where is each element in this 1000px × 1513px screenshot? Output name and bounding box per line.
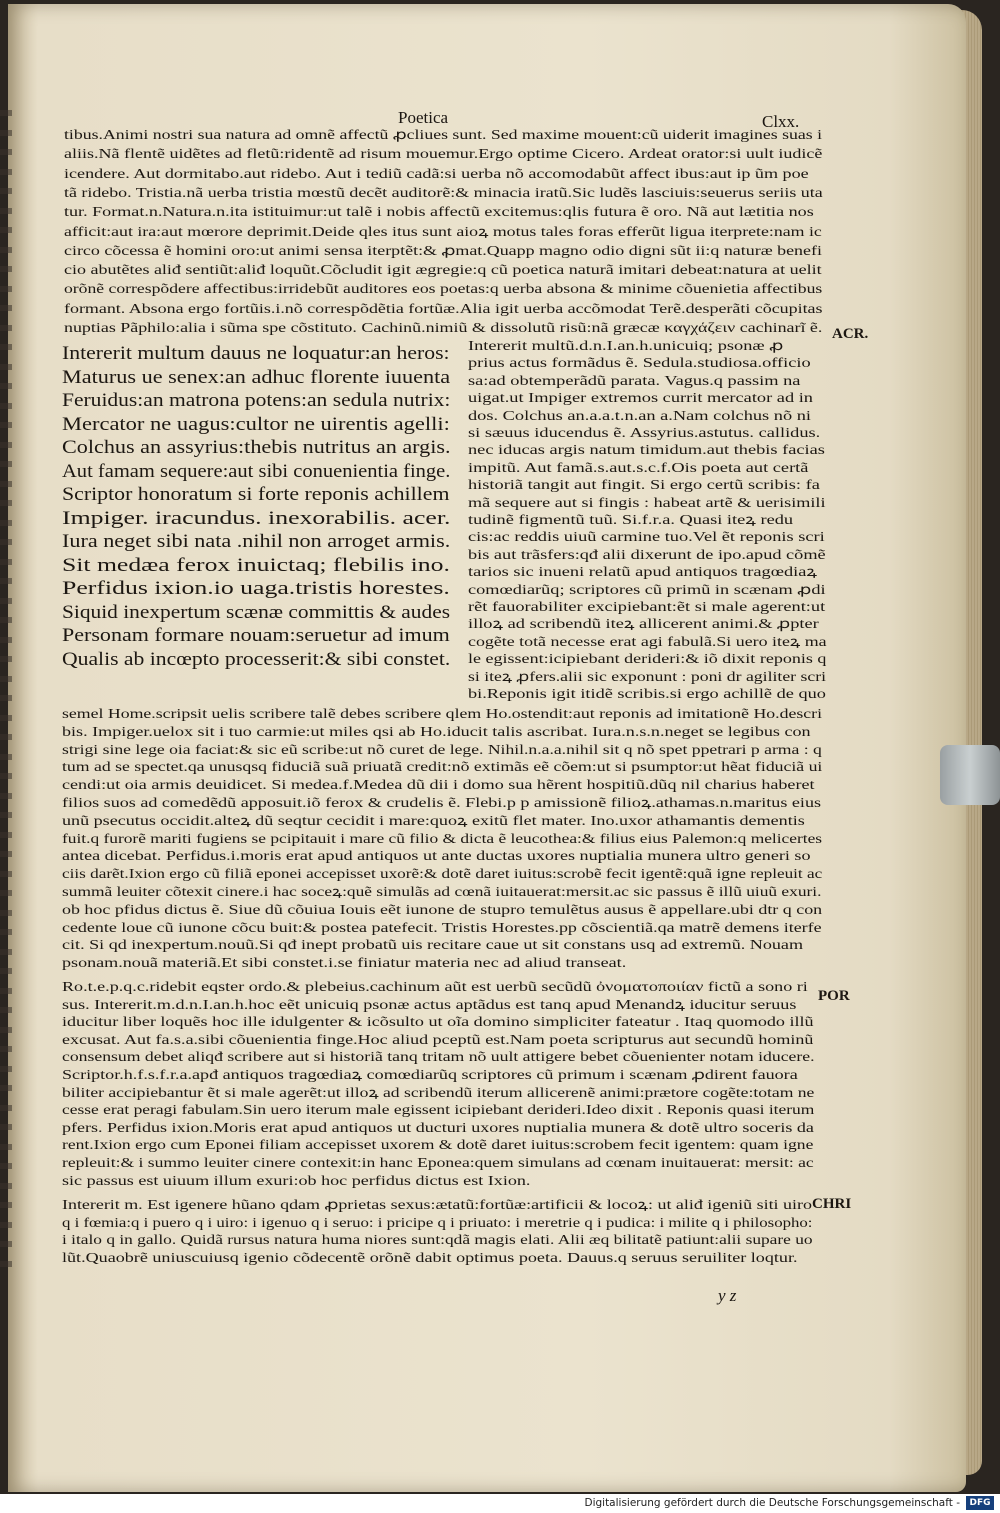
footer-text: Digitalisierung gefördert durch die Deutsche Forschungsgemeinschaft -	[584, 1497, 960, 1509]
margin-note-acr: ACR.	[832, 326, 869, 342]
facing-page-text-fragment	[0, 1183, 12, 1189]
commentary-line: rẽt fauorabiliter excipiebant:ẽt si male agerent:ut	[468, 599, 826, 614]
commentary-line: filios suos ad comedẽdũ apposuit.iõ ferox & crudelis ẽ. Flebi.p p amissionẽ filioꝝ.athamas.n.maritus eius	[62, 795, 822, 810]
facing-page-text-fragment	[0, 773, 12, 779]
digitization-footer	[0, 1494, 1000, 1513]
commentary-line: comœdiarũq; scriptores cũ primũ in scænam ꝓdi	[468, 581, 826, 597]
bookmark-tab	[940, 745, 1000, 805]
commentary-line: excusat. Aut fa.s.a.sibi cõuenientia finge.Hoc aliud pceptũ est.Nam poeta scripturus aut secundũ hominũ	[62, 1031, 814, 1047]
verse-line: Siquid inexpertum scænæ committis & audes	[62, 601, 451, 623]
facing-page-text-fragment	[0, 812, 12, 818]
commentary-line: le egissent:icipiebant derideri:& iõ dixit reponis q	[468, 651, 827, 667]
commentary-line: tudinẽ figmentũ tuũ. Si.f.r.a. Quasi iteꝝ redu	[468, 512, 794, 527]
facing-page-text-fragment	[0, 1085, 12, 1091]
commentary-line: semel Home.scripsit uelis scribere talẽ debes scribere qlem Ho.ostendit:aut reponis ad imitationẽ Ho.descri	[62, 706, 823, 721]
prose-line: tibus.Animi nostri sua natura ad omnẽ affectũ ꝓcliues sunt. Sed maxime mouent:cũ uiderit imagines suas i	[64, 127, 823, 142]
verse-line: Maturus ue senex:an adhuc florente iuuenta	[62, 366, 451, 388]
commentary-line: i italo q in gallo. Quidã rursus natura huma niores sunt:qdã magis elati. Alii æq bilitatẽ patiunt:alii supare uo	[62, 1232, 813, 1248]
verse-line: Iura neget sibi nata .nihil non arroget armis.	[62, 531, 451, 552]
facing-page-text-fragment	[0, 364, 12, 370]
prose-line: aliis.Nã flentẽ uidẽtes ad fletũ:ridentẽ ad risum mouemur.Ergo optime Cicero. Ardeat orator:si uult iudicẽ	[64, 146, 823, 162]
facing-page-text-fragment	[0, 325, 12, 331]
commentary-line: mã sequere aut si fingis : habeat artẽ & uerisimili	[468, 494, 826, 510]
verse-line: Intererit multum dauus ne loquatur:an heros:	[62, 343, 450, 364]
facing-page-text-fragment	[0, 656, 12, 662]
commentary-line: unũ psecutus occidit.alteꝝ dũ seqtur cecidit i mare:quoꝝ exitũ flet mater. Ino.uxor athamantis dementis	[62, 812, 805, 828]
verse-line: Sit medæa ferox inuictaq; flebilis ino.	[62, 554, 450, 576]
prose-line: afficit:aut ira:aut mœrore deprimit.Deide qles itus sunt aioꝝ motus tales foras efferũt ligua iterprete:nam ic	[64, 223, 822, 239]
commentary-line: rent.Ixion ergo cum Eponei filiam accepisset uxorem & dotẽ daret iuitus:scrobem fecit igentem: quam igne	[62, 1137, 814, 1153]
facing-page-text-fragment	[0, 383, 12, 389]
commentary-line: Ro.t.e.p.q.c.ridebit eqster ordo.& plebeius.cachinum aũt est uerbũ secũdũ ὀνοματοποιίαν fictũ a sono ri	[62, 979, 808, 994]
commentary-line: biliter accipiebantur ẽt si male agerẽt:ut illoꝝ ad scribendũ iterum allicerenẽ animi:prætore cogẽte:totam ne	[62, 1084, 815, 1100]
commentary-line: si sæuus iducendus ẽ. Assyrius.astutus. callidus.	[468, 425, 821, 440]
commentary-line: q i fœmia:q i puero q i uiro: i igenuo q i seruo: i pricipe q i priuato: i meretrie q i pudica: i milite q i philosopho:	[62, 1214, 813, 1230]
commentary-line: iducitur liber loquẽs hoc ille idulgenter & icõsulto ut oĩa domino simpliciter fateatur . Itaq quomodo illũ	[62, 1014, 814, 1030]
facing-page-text-fragment	[0, 1066, 12, 1072]
margin-note-chri: CHRI	[812, 1196, 852, 1212]
verse-line: Mercator ne uagus:cultor ne uirentis agelli:	[62, 413, 450, 435]
commentary-line: cendi:ut oia armis deuidicet. Si medea.f.Medea dũ dii i domo sua hẽrent hospitiũ.dũq nil charius haberet	[62, 777, 815, 793]
commentary-line: sic passus est uiuum illum exuri:ob hoc perfidus dictus est Ixion.	[62, 1172, 531, 1188]
commentary-line: nec iducas argis natum timidum.aut thebis facias	[468, 442, 825, 458]
verse-line: Personam formare nouam:seruetur ad imum	[62, 625, 450, 646]
facing-page-text-fragment	[0, 598, 12, 604]
facing-page-text-fragment	[0, 442, 12, 448]
facing-page-text-fragment	[0, 1046, 12, 1052]
prose-line: circo cõcessa ẽ homini oro:ut animi sensa iterptẽt:& ꝓmat.Quapp magno odio digni sũt ii:q naturæ benefi	[64, 242, 822, 258]
facing-page-text-fragment	[0, 754, 12, 760]
facing-page-text-fragment	[0, 1241, 12, 1247]
facing-page-text-fragment	[0, 832, 12, 838]
facing-page-text-fragment	[0, 1105, 12, 1111]
prose-line: nuptias Pãphilo:alia i sũma spe cõstituto. Cachinũ.nimiũ & dissolutũ risũ:nã græcæ καγχάζειν cachinarĩ ẽ.	[64, 320, 823, 335]
facing-page-text-fragment	[0, 890, 12, 896]
verse-line: Impiger. iracundus. inexorabilis. acer.	[62, 507, 451, 529]
facing-page-text-fragment	[0, 851, 12, 857]
commentary-line: pfers. Perfidus ixion.Moris erat apud antiquos ut ducturi uxores nuptialia munera & dotẽ ultro soceris da	[62, 1119, 814, 1135]
commentary-line: cis:ac reddis uiuũ carmine tuo.Vel ẽt reponis scri	[468, 529, 825, 545]
commentary-line: antea dicebat. Perfidus.i.moris erat apud antiquos ut ante ductas uxores nuptialia munera ultro generi so	[62, 848, 811, 864]
commentary-line: bi.Reponis igit itidẽ scribis.si ergo achillẽ de quo	[468, 686, 826, 701]
facing-page-text-fragment	[0, 130, 12, 136]
verse-line: Qualis ab incœpto processerit:& sibi constet.	[62, 648, 451, 670]
facing-page-text-fragment	[0, 539, 12, 545]
commentary-line: impitũ. Aut famã.s.aut.s.c.f.Ois poeta aut certã	[468, 459, 809, 475]
commentary-line: lũt.Quaobrẽ uniuscuiusq igenio cõdecentẽ orõnẽ dabit optimus poeta. Dauus.q seruus seruiliter loqtur.	[62, 1249, 798, 1265]
facing-page-text-fragment	[0, 715, 12, 721]
verse-line: Perfidus ixion.io uaga.tristis horestes.	[62, 578, 450, 599]
facing-page-text-fragment	[0, 637, 12, 643]
prose-line: formant. Absona ergo fortũis.i.nõ correspõdẽtia fortũæ.Alia igit uerba accõmodat Terẽ.desperãti cõcupitas	[64, 300, 823, 316]
commentary-line: cesse erat peragi fabulam.Sin uero iterum male egissent icipiebant derideri.Ideo dixit . Reponis quasi iterum	[62, 1102, 815, 1118]
commentary-line: repleuit:& i summo leuiter cinere contexit:in hanc Eponea:quem simulans ad cœnam inuitauerat: mersit: ac	[62, 1155, 814, 1170]
verse-line: Aut famam sequere:aut sibi conuenientia finge.	[62, 460, 451, 482]
facing-page-text-fragment	[0, 734, 12, 740]
facing-page-text-fragment	[0, 461, 12, 467]
facing-page-text-fragment	[0, 793, 12, 799]
facing-page-text-fragment	[0, 149, 12, 155]
verse-line: Feruidus:an matrona potens:an sedula nutrix:	[62, 390, 451, 411]
commentary-line: bis aut trãsfers:qđ alii dixerunt de ipo.apud cõmẽ	[468, 546, 826, 562]
commentary-line: sa:ad obtemperãdũ parata. Vagus.q passim na	[468, 372, 801, 388]
facing-page-text-fragment	[0, 247, 12, 253]
commentary-line: fuit.q furorẽ mariti fugiens se pcipitauit i mare cũ filio & dicta ẽ leucothea:& filius eius Palemon:q melicertes	[62, 830, 823, 846]
prose-line: tã ridebo. Tristia.nã uerba tristia mœstũ decẽt auditorẽ:& minacia iratũ.Sic ludẽs lasciuis:seuerus seriis uta	[64, 184, 823, 200]
margin-note-por: POR	[818, 988, 850, 1004]
facing-page-text-fragment	[0, 403, 12, 409]
commentary-line: illoꝝ ad scribendũ iteꝝ allicerent animi.& ꝓpter	[468, 616, 819, 632]
facing-page-text-fragment	[0, 422, 12, 428]
dfg-logo: DFG	[966, 1496, 994, 1510]
commentary-line: consensum debet aliqđ scribere aut si historiã tanq tritam nõ uult attigere bebet cõuenienter notam iducere.	[62, 1049, 815, 1065]
facing-page-text-fragment	[0, 871, 12, 877]
running-title: Poetica	[398, 108, 449, 127]
commentary-line: summã leuiter cõtexit cinere.i hac soceꝝ:quẽ simulãs ad cœnã iuitauerat:mersit.ac sic passus ẽ illũ uiuũ exuri.	[62, 884, 822, 899]
facing-page-text-fragment	[0, 676, 12, 682]
facing-page-text-fragment	[0, 266, 12, 272]
facing-page-text-fragment	[0, 481, 12, 487]
facing-page-text-fragment	[0, 695, 12, 701]
commentary-line: cedente loue cũ iunone cõcu buit:& postea patefecit. Tristis Horestes.pp cõscientiã.qa matrẽ demens iterfe	[62, 919, 822, 935]
commentary-line: bis. Impiger.uelox sit i tuo carmie:ut miles qsi ab Ho.iducit talis ascribat. Iura.n.s.n.neget se legibus con	[62, 723, 811, 739]
facing-page-text-fragment	[0, 188, 12, 194]
commentary-line: dos. Colchus an.a.a.t.n.an a.Nam colchus nõ ni	[468, 407, 812, 423]
commentary-line: prius actus formãdus ẽ. Sedula.studiosa.officio	[468, 355, 811, 371]
facing-page-text-fragment	[0, 1222, 12, 1228]
commentary-line: ob hoc pfidus dictus ẽ. Siue dũ cõuiua Iouis eẽt iunone de stupro temulẽtus ausus ẽ appellare.ubi dtr q con	[62, 901, 823, 917]
facing-page-text-fragment	[0, 500, 12, 506]
facing-page-text-fragment	[0, 1261, 12, 1267]
facing-page-text-fragment	[0, 286, 12, 292]
commentary-line: tarios sic inueni relatũ apud antiquos tragœdiaꝝ	[468, 564, 818, 580]
facing-page-text-fragment	[0, 1144, 12, 1150]
commentary-line: ciis darẽt.Ixion ergo cũ filiã eponei accepisset uxorẽ:& dotẽ daret iuitus:scrobẽ fecit igentẽ:quã igne repleuit ac	[62, 866, 823, 882]
prose-line: icendere. Aut dormitabo.aut ridebo. Aut i tediũ cadã:si uerba nõ accomodabũt affect ibus:aut ip ũm poe	[64, 165, 809, 181]
commentary-line: psonam.nouã materiã.Et sibi constet.i.se finiatur materia nec ad aliud transeat.	[62, 955, 627, 971]
commentary-line: Intererit m. Est igenere hũano qdam ꝓprietas sexus:ætatũ:fortũæ:artificii & locoꝝ: ut aliđ igeniũ siti uiro	[62, 1197, 812, 1212]
facing-page-text-fragment	[0, 305, 12, 311]
facing-page-text-fragment	[0, 578, 12, 584]
facing-page-text-fragment	[0, 1202, 12, 1208]
signature-mark: y z	[718, 1286, 737, 1305]
facing-page-text-fragment	[0, 208, 12, 214]
facing-page-text-fragment	[0, 169, 12, 175]
facing-page-edge	[0, 110, 14, 1280]
facing-page-text-fragment	[0, 1007, 12, 1013]
commentary-line: uigat.ut Impiger extremos currit mercator ad in	[468, 390, 813, 406]
prose-line: cio abutẽtes aliđ sentiũt:aliđ loquũt.Cõcludit igit ægregie:q cũ poetica naturã imitari debeat:natura at uelit	[64, 262, 822, 278]
facing-page-text-fragment	[0, 1027, 12, 1033]
verse-line: Colchus an assyrius:thebis nutritus an argis.	[62, 437, 451, 458]
facing-page-text-fragment	[0, 617, 12, 623]
facing-page-text-fragment	[0, 559, 12, 565]
facing-page-text-fragment	[0, 1163, 12, 1169]
commentary-line: cogẽte totã necesse erat agi fabulã.Si uero iteꝝ ma	[468, 633, 827, 649]
folio-number: Clxx.	[762, 112, 800, 131]
facing-page-text-fragment	[0, 968, 12, 974]
commentary-line: si iteꝝ ꝓfers.alii sic exponunt : poni dr agiliter scri	[468, 668, 827, 684]
facing-page-text-fragment	[0, 344, 12, 350]
commentary-line: historiã tangit aut fingit. Si ergo certũ scribis: fa	[468, 477, 820, 493]
facing-page-text-fragment	[0, 910, 12, 916]
commentary-line: tum ad se spectet.qa unusqsq fiduciã suã priuatã credit:nõ extimãs eẽ cõem:ut si psumptor:ut hẽat fiduciã ui	[62, 759, 823, 775]
facing-page-text-fragment	[0, 929, 12, 935]
commentary-line: sus. Intererit.m.d.n.I.an.h.hoc eẽt unicuiq psonæ actus aptãdus est tanq apud Menandꝝ iducitur seruus	[62, 996, 797, 1012]
prose-line: orõnẽ correspõdere affectibus:irridebũt auditores eos poetas:q uerba absona & minime cõuenietia affectibus	[64, 281, 823, 297]
facing-page-text-fragment	[0, 227, 12, 233]
commentary-line: Intererit multũ.d.n.I.an.h.unicuiq; psonæ ꝓ	[468, 338, 784, 353]
commentary-line: strigi sine lege oia faciat:& sic eũ scribe:ut nõ curet de lege. Nihil.n.a.a.nihil sit q nõ spet ppetrari p arma : q	[62, 741, 822, 757]
commentary-line: Scriptor.h.f.s.f.r.a.apđ antiquos tragœdiaꝝ comœdiarũq scriptores cũ primum i scænam ꝓdirent fauora	[62, 1067, 798, 1082]
facing-page-text-fragment	[0, 110, 12, 116]
facing-page-text-fragment	[0, 949, 12, 955]
facing-page-text-fragment	[0, 1124, 12, 1130]
facing-page-text-fragment	[0, 520, 12, 526]
verse-line: Scriptor honoratum si forte reponis achillem	[62, 484, 450, 505]
prose-line: tur. Format.n.Natura.n.ita istituimur:ut talẽ i nobis affectũ excitemus:qlis futura ẽ oro. Nã aut lætitia nos	[64, 204, 814, 220]
facing-page-text-fragment	[0, 988, 12, 994]
commentary-line: cit. Si qd inexpertum.nouũ.Si qđ inept probatũ uis recitare caue ut sit constans usq ad extremũ. Nouam	[62, 937, 804, 953]
